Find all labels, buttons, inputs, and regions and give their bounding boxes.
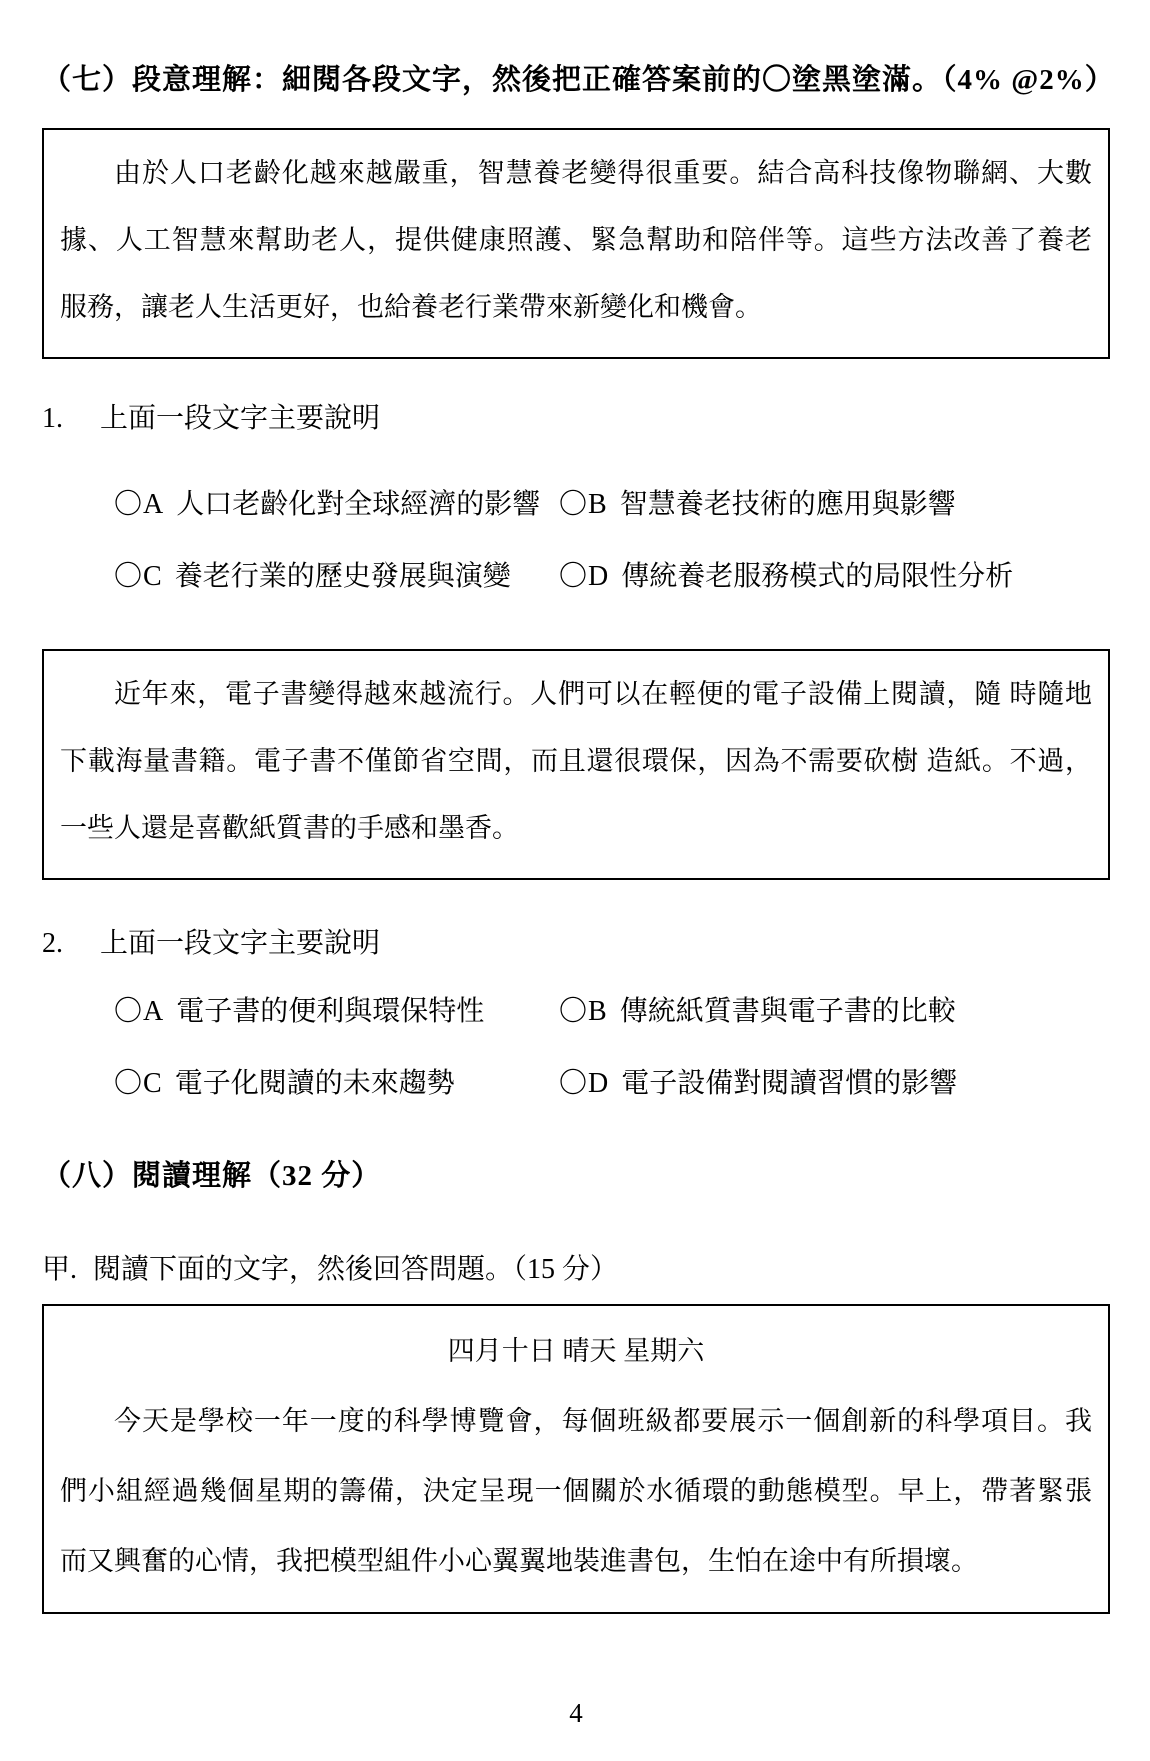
option-1A[interactable] — [114, 485, 559, 525]
passage2-line-2: 下載海量書籍。電子書不僅節省空間，而且還很環保，因為不需要砍樹 造紙。不過， — [60, 746, 1092, 776]
option-text: 電子設備對閱讀習慣的影響 — [621, 1068, 958, 1099]
diary-line-3: 而又興奮的心情，我把模型組件小心翼翼地裝進書包，生怕在途中有所損壞。 — [60, 1546, 978, 1576]
option-1D[interactable] — [559, 557, 1110, 597]
answer-bubble[interactable]: 〇 — [559, 489, 588, 520]
option-2A[interactable] — [114, 992, 559, 1032]
option-letter: C — [143, 1068, 162, 1099]
option-letter: D — [588, 561, 609, 592]
option-letter: A — [143, 489, 164, 520]
answer-bubble[interactable]: 〇 — [114, 996, 143, 1027]
option-text: 智慧養老技術的應用與影響 — [619, 489, 956, 520]
option-text: 電子書的便利與環保特性 — [176, 996, 485, 1027]
option-text: 人口老齡化對全球經濟的影響 — [176, 489, 541, 520]
option-2C[interactable] — [114, 1064, 559, 1104]
passage-box-diary — [42, 1304, 1110, 1614]
answer-bubble[interactable]: 〇 — [559, 1068, 588, 1099]
option-2D[interactable] — [559, 1064, 1110, 1104]
answer-bubble[interactable]: 〇 — [114, 489, 143, 520]
question-1-options — [42, 485, 1110, 597]
part-jia-instruction — [42, 1252, 1110, 1288]
diary-title: 四月十日 晴天 星期六 — [447, 1336, 705, 1366]
passage-box-ebooks — [42, 649, 1110, 880]
question-1 — [42, 399, 1110, 439]
option-letter: B — [588, 996, 607, 1027]
option-1B[interactable] — [559, 485, 1110, 525]
option-letter: B — [588, 489, 607, 520]
option-letter: A — [143, 996, 164, 1027]
option-text: 電子化閱讀的未來趨勢 — [174, 1068, 455, 1099]
answer-bubble[interactable]: 〇 — [114, 561, 143, 592]
answer-bubble[interactable]: 〇 — [559, 996, 588, 1027]
passage1-line-3: 服務，讓老人生活更好，也給養老行業帶來新變化和機會。 — [60, 292, 762, 322]
passage2-line-3: 一些人還是喜歡紙質書的手感和墨香。 — [60, 813, 519, 843]
question-2-number: 2. — [42, 928, 63, 959]
question-2-stem: 上面一段文字主要說明 — [100, 928, 381, 959]
part-jia-label: 甲. — [42, 1254, 78, 1285]
passage-box-smart-elderly — [42, 128, 1110, 359]
question-2 — [42, 924, 1110, 964]
option-2B[interactable] — [559, 992, 1110, 1032]
page-number: 4 — [569, 1698, 583, 1728]
passage2-line-1: 近年來，電子書變得越來越流行。人們可以在輕便的電子設備上閱讀，隨 時隨地 — [114, 679, 1092, 709]
option-1C[interactable] — [114, 557, 559, 597]
question-2-options — [42, 992, 1110, 1104]
option-text: 養老行業的歷史發展與演變 — [174, 561, 511, 592]
passage1-line-2: 據、人工智慧來幫助老人，提供健康照護、緊急幫助和陪伴等。這些方法改善了養老 — [60, 225, 1092, 255]
passage1-line-1: 由於人口老齡化越來越嚴重，智慧養老變得很重要。結合高科技像物聯網、大數 — [114, 158, 1092, 188]
diary-line-2: 們小組經過幾個星期的籌備，決定呈現一個關於水循環的動態模型。早上，帶著緊張 — [60, 1476, 1092, 1506]
section7-heading: （七）段意理解：細閱各段文字，然後把正確答案前的〇塗黑塗滿。（4% @2%） — [42, 64, 1115, 96]
section8-heading: （八）閱讀理解（32 分） — [42, 1160, 382, 1192]
option-letter: D — [588, 1068, 609, 1099]
option-text: 傳統紙質書與電子書的比較 — [619, 996, 956, 1027]
diary-line-1: 今天是學校一年一度的科學博覽會，每個班級都要展示一個創新的科學項目。我 — [114, 1406, 1092, 1436]
question-1-number: 1. — [42, 403, 63, 434]
question-1-stem: 上面一段文字主要說明 — [100, 403, 381, 434]
answer-bubble[interactable]: 〇 — [559, 561, 588, 592]
part-jia-text: 閱讀下面的文字，然後回答問題。（15 分） — [93, 1254, 619, 1285]
answer-bubble[interactable]: 〇 — [114, 1068, 143, 1099]
option-letter: C — [143, 561, 162, 592]
option-text: 傳統養老服務模式的局限性分析 — [621, 561, 1014, 592]
